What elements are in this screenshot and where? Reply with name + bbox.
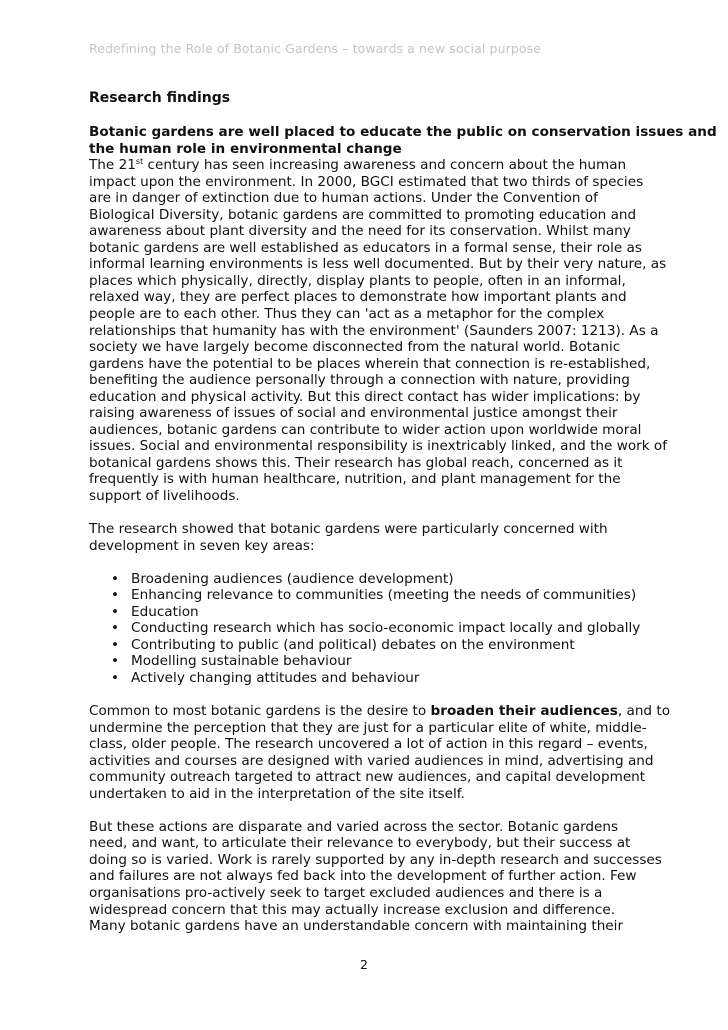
section-heading: Research findings xyxy=(89,90,231,106)
paragraph-line: support of livelihoods. xyxy=(89,488,240,505)
paragraph-line: education and physical activity. But this direct contact has wider implications: by xyxy=(89,388,641,405)
bullet-icon: • xyxy=(111,620,120,637)
paragraph-line: class, older people. The research uncovered a lot of action in this regard – events, xyxy=(89,736,648,753)
subsection-heading xyxy=(89,124,717,157)
paragraph-line: relationships that humanity has with the environment' (Saunders 2007: 1213). As a xyxy=(89,322,659,339)
paragraph-line: activities and courses are designed with varied audiences in mind, advertising and xyxy=(89,752,654,769)
bullet-icon: • xyxy=(111,570,120,587)
subsection-heading-line: Botanic gardens are well placed to educate the public on conservation issues and xyxy=(89,124,717,140)
paragraph-line: botanical gardens shows this. Their research has global reach, concerned as it xyxy=(89,454,623,471)
paragraph-line: impact upon the environment. In 2000, BGCI estimated that two thirds of species xyxy=(89,173,644,190)
list-item-text: Contributing to public (and political) debates on the environment xyxy=(131,636,575,653)
paragraph-line: audiences, botanic gardens can contribute to wider action upon worldwide moral xyxy=(89,421,642,438)
paragraph-key-areas-intro xyxy=(89,521,649,554)
paragraph-line: undertaken to aid in the interpretation of the site itself. xyxy=(89,785,465,802)
key-areas-list xyxy=(89,571,649,687)
paragraph-broaden-audiences xyxy=(89,703,671,802)
text-run: , and to xyxy=(617,703,671,719)
text-run: century has seen increasing awareness and concern about the human xyxy=(143,157,627,174)
list-item xyxy=(89,604,649,621)
paragraph-spacer xyxy=(89,802,649,819)
bullet-icon: • xyxy=(111,669,120,686)
list-item xyxy=(89,620,649,637)
body-content xyxy=(89,124,717,935)
paragraph-line xyxy=(89,703,671,720)
list-item-text: Modelling sustainable behaviour xyxy=(131,653,352,670)
bullet-icon: • xyxy=(111,653,120,670)
paragraph-spacer xyxy=(89,554,649,571)
running-header: Redefining the Role of Botanic Gardens – towards a new social purpose xyxy=(89,41,542,56)
list-item xyxy=(89,653,649,670)
paragraph-line: are in danger of extinction due to human actions. Under the Convention of xyxy=(89,190,598,207)
paragraph-line: need, and want, to articulate their relevance to everybody, but their success at xyxy=(89,835,631,852)
paragraph-line: development in seven key areas: xyxy=(89,537,315,554)
paragraph-line: benefiting the audience personally through a connection with nature, providing xyxy=(89,372,630,389)
paragraph-environment xyxy=(89,157,668,505)
paragraph-line: organisations pro-actively seek to target excluded audiences and there is a xyxy=(89,884,603,901)
paragraph-line: botanic gardens are well established as educators in a formal sense, their role as xyxy=(89,239,642,256)
paragraph-line: relaxed way, they are perfect places to demonstrate how important plants and xyxy=(89,289,627,306)
list-item-text: Broadening audiences (audience development) xyxy=(131,570,454,587)
list-item-text: Enhancing relevance to communities (meeting the needs of communities) xyxy=(131,587,637,604)
paragraph-spacer xyxy=(89,505,649,522)
superscript: st xyxy=(135,157,144,167)
list-item-text: Conducting research which has socio-economic impact locally and globally xyxy=(131,620,641,637)
text-run: The 21 xyxy=(89,157,136,174)
paragraph-line: doing so is varied. Work is rarely supported by any in-depth research and successes xyxy=(89,851,662,868)
list-item xyxy=(89,571,649,588)
paragraph-line: people are to each other. Thus they can 'act as a metaphor for the complex xyxy=(89,306,605,323)
paragraph-line: informal learning environments is less well documented. But by their very nature, as xyxy=(89,256,667,273)
paragraph-line: undermine the perception that they are just for a particular elite of white, middle- xyxy=(89,719,647,736)
text-run: Common to most botanic gardens is the desire to xyxy=(89,703,431,719)
paragraph-line: community outreach targeted to attract new audiences, and capital development xyxy=(89,769,646,786)
page-number: 2 xyxy=(360,957,368,972)
paragraph-line: places which physically, directly, display plants to people, often in an informal, xyxy=(89,272,626,289)
paragraph-line: and failures are not always fed back into the development of further action. Few xyxy=(89,868,637,885)
paragraph-line: gardens have the potential to be places wherein that connection is re-established, xyxy=(89,355,651,372)
paragraph-line: awareness about plant diversity and the need for its conservation. Whilst many xyxy=(89,223,631,240)
paragraph-line xyxy=(89,157,649,174)
emphasis-text: broaden their audiences xyxy=(430,703,618,719)
paragraph-line: Biological Diversity, botanic gardens are committed to promoting education and xyxy=(89,206,637,223)
paragraph-line: raising awareness of issues of social and environmental justice amongst their xyxy=(89,405,618,422)
paragraph-line: frequently is with human healthcare, nutrition, and plant management for the xyxy=(89,471,621,488)
subsection-heading-line: the human role in environmental change xyxy=(89,140,402,157)
bullet-icon: • xyxy=(111,636,120,653)
paragraph-line: widespread concern that this may actually increase exclusion and difference. xyxy=(89,901,616,918)
list-item xyxy=(89,587,649,604)
paragraph-line: society we have largely become disconnected from the natural world. Botanic xyxy=(89,339,621,356)
paragraph-spacer xyxy=(89,687,649,704)
paragraph-line: Many botanic gardens have an understandable concern with maintaining their xyxy=(89,918,624,935)
bullet-icon: • xyxy=(111,603,120,620)
paragraph-line: issues. Social and environmental responsibility is inextricably linked, and the work of xyxy=(89,438,668,455)
list-item-text: Education xyxy=(131,603,199,620)
paragraph-line: But these actions are disparate and varied across the sector. Botanic gardens xyxy=(89,818,619,835)
list-item xyxy=(89,637,649,654)
paragraph-disparate-actions xyxy=(89,818,662,935)
paragraph-line: The research showed that botanic gardens were particularly concerned with xyxy=(89,521,608,538)
bullet-icon: • xyxy=(111,587,120,604)
list-item-text: Actively changing attitudes and behaviour xyxy=(131,669,420,686)
list-item xyxy=(89,670,649,687)
